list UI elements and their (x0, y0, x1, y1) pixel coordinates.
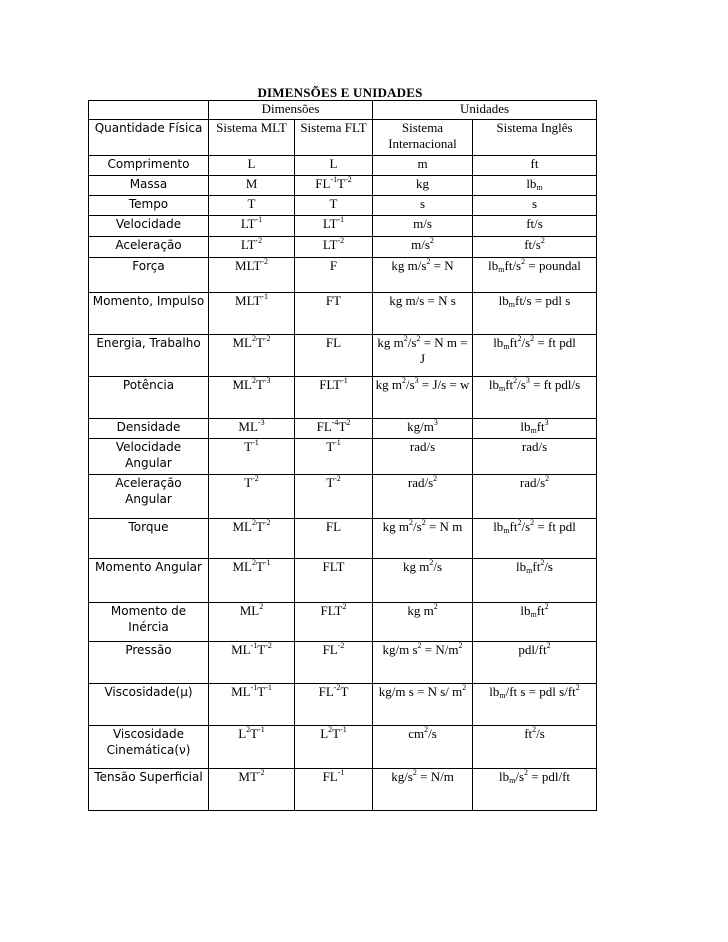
group-header-row (89, 101, 597, 120)
table-row (89, 684, 597, 726)
quantity-cell: Momento, Impulso (89, 293, 209, 335)
quantity-cell: Tensão Superficial (89, 769, 209, 811)
quantity-cell: Momento Angular (89, 559, 209, 603)
si-cell: kg/m s = N s/ $m^2$ (373, 684, 473, 726)
table-row (89, 559, 597, 603)
english-cell: $lb_mft^2$ (473, 603, 597, 642)
mlt-cell: $MLT^{-1}$ (209, 293, 295, 335)
si-cell: kg $m^2$ (373, 603, 473, 642)
quantity-cell: Densidade (89, 419, 209, 439)
english-cell: s (473, 196, 597, 216)
si-cell: $kg/m^3$ (373, 419, 473, 439)
english-cell: $lb_m$ (473, 176, 597, 196)
mlt-cell: $MLT^{-2}$ (209, 258, 295, 293)
table-row (89, 216, 597, 237)
si-cell: $kg/s^2 = N/m$ (373, 769, 473, 811)
quantity-cell: Velocidade (89, 216, 209, 237)
english-cell: $lb_mft^2/s^2$ = ft pdl (473, 519, 597, 559)
flt-cell: $FL^{-1}$ (295, 769, 373, 811)
flt-cell: $FL^{-1}T^{-2}$ (295, 176, 373, 196)
flt-cell: FLT$^2$ (295, 603, 373, 642)
si-cell: kg $m^2/s^3 = J/s = w$ (373, 377, 473, 419)
english-cell: $lb_m/ft$ s = pdl $s/ft^2$ (473, 684, 597, 726)
si-cell: kg $m^2/s^2 = N$ m (373, 519, 473, 559)
si-cell: kg $m^2/s^2 = N$ m = J (373, 335, 473, 377)
table-row (89, 439, 597, 475)
si-cell: $cm^2/s$ (373, 726, 473, 769)
english-cell: $lb_mft/s$ = pdl s (473, 293, 597, 335)
si-cell: kg $m^2/s$ (373, 559, 473, 603)
mlt-column-header: Sistema MLT (209, 120, 295, 156)
english-cell: ft/s (473, 216, 597, 237)
si-cell: kg m/s = N s (373, 293, 473, 335)
flt-cell: FLT (295, 559, 373, 603)
units-group-header: Unidades (373, 101, 597, 120)
quantity-cell: Pressão (89, 642, 209, 684)
english-cell: rad/s (473, 439, 597, 475)
flt-cell: $FL^{-2}$ (295, 642, 373, 684)
table-row (89, 377, 597, 419)
quantity-cell: Viscosidade(μ) (89, 684, 209, 726)
si-cell: kg/m $s^2 = N/m^2$ (373, 642, 473, 684)
flt-cell: $FLT^{-1}$ (295, 377, 373, 419)
mlt-cell: M (209, 176, 295, 196)
quantity-cell: Massa (89, 176, 209, 196)
quantity-cell: Momento de Inércia (89, 603, 209, 642)
empty-header-cell (89, 101, 209, 120)
flt-cell: $FL^{-2}T$ (295, 684, 373, 726)
english-cell: $lb_mft/s^2$ = poundal (473, 258, 597, 293)
flt-cell: $T^{-2}$ (295, 475, 373, 519)
column-header-row (89, 120, 597, 156)
flt-cell: FT (295, 293, 373, 335)
si-column-header: Sistema Internacional (373, 120, 473, 156)
flt-cell: $L^2T^{-1}$ (295, 726, 373, 769)
si-cell: rad/s (373, 439, 473, 475)
flt-column-header: Sistema FLT (295, 120, 373, 156)
mlt-cell: $ML^{-1}T^{-1}$ (209, 684, 295, 726)
dimensions-units-table (88, 100, 597, 811)
english-cell: rad/$s^2$ (473, 475, 597, 519)
flt-cell: T (295, 196, 373, 216)
table-row (89, 156, 597, 176)
flt-cell: $LT^{-1}$ (295, 216, 373, 237)
english-cell: $lb_mft^3$ (473, 419, 597, 439)
table-row (89, 335, 597, 377)
quantity-cell: Torque (89, 519, 209, 559)
english-cell: $ft/s^2$ (473, 237, 597, 258)
mlt-cell: $T^{-1}$ (209, 439, 295, 475)
table-row (89, 196, 597, 216)
english-cell: $ft^2/s$ (473, 726, 597, 769)
english-cell: ft (473, 156, 597, 176)
table-row (89, 258, 597, 293)
table-row (89, 475, 597, 519)
mlt-cell: $LT^{-1}$ (209, 216, 295, 237)
dimensions-group-header: Dimensões (209, 101, 373, 120)
mlt-cell: $L^2T^{-1}$ (209, 726, 295, 769)
si-cell: rad/$s^2$ (373, 475, 473, 519)
quantity-cell: Energia, Trabalho (89, 335, 209, 377)
mlt-cell: $ML^2$ (209, 603, 295, 642)
table-row (89, 603, 597, 642)
mlt-cell: $ML^{-3}$ (209, 419, 295, 439)
document-title: DIMENSÕES E UNIDADES (257, 85, 423, 100)
mlt-cell: T (209, 196, 295, 216)
mlt-cell: $MT^{-2}$ (209, 769, 295, 811)
si-cell: $m/s^2$ (373, 237, 473, 258)
quantity-cell: Potência (89, 377, 209, 419)
table-row (89, 293, 597, 335)
mlt-cell: $ML^2T^{-1}$ (209, 559, 295, 603)
si-cell: kg $m/s^2 = N$ (373, 258, 473, 293)
mlt-cell: $ML^{-1}T^{-2}$ (209, 642, 295, 684)
quantity-cell: Força (89, 258, 209, 293)
flt-cell: $T^{-1}$ (295, 439, 373, 475)
mlt-cell: $ML^2T^{-2}$ (209, 519, 295, 559)
flt-cell: FL (295, 335, 373, 377)
english-column-header: Sistema Inglês (473, 120, 597, 156)
table-row (89, 642, 597, 684)
english-cell: $lb_mft^2/s^3$ = ft pdl/s (473, 377, 597, 419)
english-cell: $lb_m/s^2 = pdl/ft$ (473, 769, 597, 811)
si-cell: kg (373, 176, 473, 196)
quantity-cell: Comprimento (89, 156, 209, 176)
table-row (89, 769, 597, 811)
english-cell: $lb_mft^2/s$ (473, 559, 597, 603)
flt-cell: $FL^{-4}T^2$ (295, 419, 373, 439)
si-cell: s (373, 196, 473, 216)
english-cell: $lb_mft^2/s^2$ = ft pdl (473, 335, 597, 377)
quantity-cell: Aceleração (89, 237, 209, 258)
table-row (89, 519, 597, 559)
mlt-cell: $T^{-2}$ (209, 475, 295, 519)
mlt-cell: $LT^{-2}$ (209, 237, 295, 258)
flt-cell: L (295, 156, 373, 176)
quantity-cell: Viscosidade Cinemática(ν) (89, 726, 209, 769)
mlt-cell: L (209, 156, 295, 176)
mlt-cell: $ML^2T^{-2}$ (209, 335, 295, 377)
mlt-cell: $ML^2T^{-3}$ (209, 377, 295, 419)
table-row (89, 237, 597, 258)
table-row (89, 726, 597, 769)
flt-cell: FL (295, 519, 373, 559)
quantity-column-header: Quantidade Física (89, 120, 209, 156)
flt-cell: $LT^{-2}$ (295, 237, 373, 258)
si-cell: m/s (373, 216, 473, 237)
quantity-cell: Aceleração Angular (89, 475, 209, 519)
quantity-cell: Tempo (89, 196, 209, 216)
flt-cell: F (295, 258, 373, 293)
table-row (89, 419, 597, 439)
table-row (89, 176, 597, 196)
table-body (89, 101, 597, 811)
quantity-cell: Velocidade Angular (89, 439, 209, 475)
english-cell: pdl/$ft^2$ (473, 642, 597, 684)
si-cell: m (373, 156, 473, 176)
